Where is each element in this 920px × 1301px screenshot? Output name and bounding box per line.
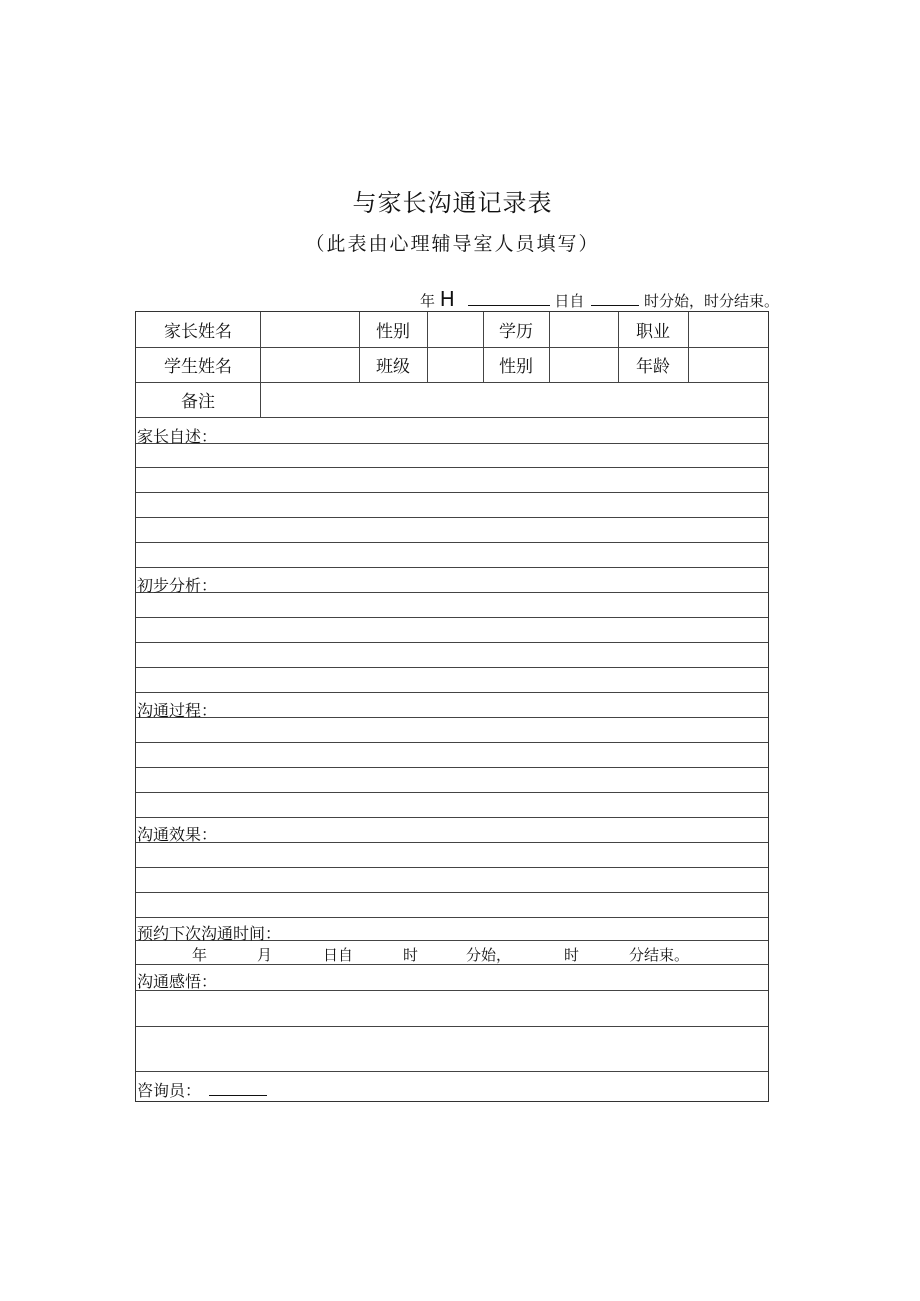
education-field[interactable] [549, 312, 618, 347]
appt-hour: 时 [403, 946, 419, 964]
date-line [420, 287, 779, 311]
analysis-label: 初步分析： [137, 576, 218, 595]
form-title: 与家长沟通记录表 [352, 189, 553, 217]
appt-minute-end: 分结束。 [629, 946, 690, 964]
counselor-label: 咨询员： [137, 1081, 202, 1100]
remark-field[interactable] [260, 382, 768, 417]
effect-label: 沟通效果： [137, 825, 218, 844]
date-start-label: 时分始，时分结束。 [643, 292, 779, 310]
date-blank-1[interactable] [468, 291, 550, 306]
parent-gender-label: 性别 [376, 322, 410, 342]
student-name-label: 学生姓名 [164, 357, 232, 377]
appt-year: 年 [192, 946, 208, 964]
appt-minute-start: 分始， [466, 946, 512, 964]
student-name-field[interactable] [260, 347, 359, 382]
class-field[interactable] [427, 347, 483, 382]
form-subtitle: （此表由心理辅导室人员填写） [305, 233, 600, 255]
age-label: 年龄 [636, 357, 670, 377]
counselor-signature [137, 1078, 267, 1101]
class-label: 班级 [376, 357, 410, 377]
record-form [135, 311, 769, 1102]
reflection-label: 沟通感悟： [137, 972, 218, 991]
date-year-label: 年 [420, 292, 436, 310]
parent-name-field[interactable] [260, 312, 359, 347]
next-appointment-label: 预约下次沟通时间： [137, 924, 282, 943]
date-blank-2[interactable] [591, 291, 639, 306]
date-day-from-label: 日自 [554, 292, 585, 310]
appt-hour-2: 时 [564, 946, 580, 964]
counselor-blank[interactable] [209, 1081, 267, 1096]
remark-label: 备注 [181, 392, 215, 412]
age-field[interactable] [688, 347, 768, 382]
parent-statement-label: 家长自述： [137, 427, 218, 446]
process-label: 沟通过程： [137, 701, 218, 720]
occupation-field[interactable] [688, 312, 768, 347]
occupation-label: 职业 [636, 322, 670, 342]
student-gender-label: 性别 [499, 357, 533, 377]
appt-month: 月 [257, 946, 273, 964]
parent-name-label: 家长姓名 [164, 322, 232, 342]
parent-gender-field[interactable] [427, 312, 483, 347]
education-label: 学历 [499, 322, 533, 342]
student-gender-field[interactable] [549, 347, 618, 382]
date-h-label: H [439, 287, 455, 311]
appt-day-from: 日自 [323, 946, 354, 964]
